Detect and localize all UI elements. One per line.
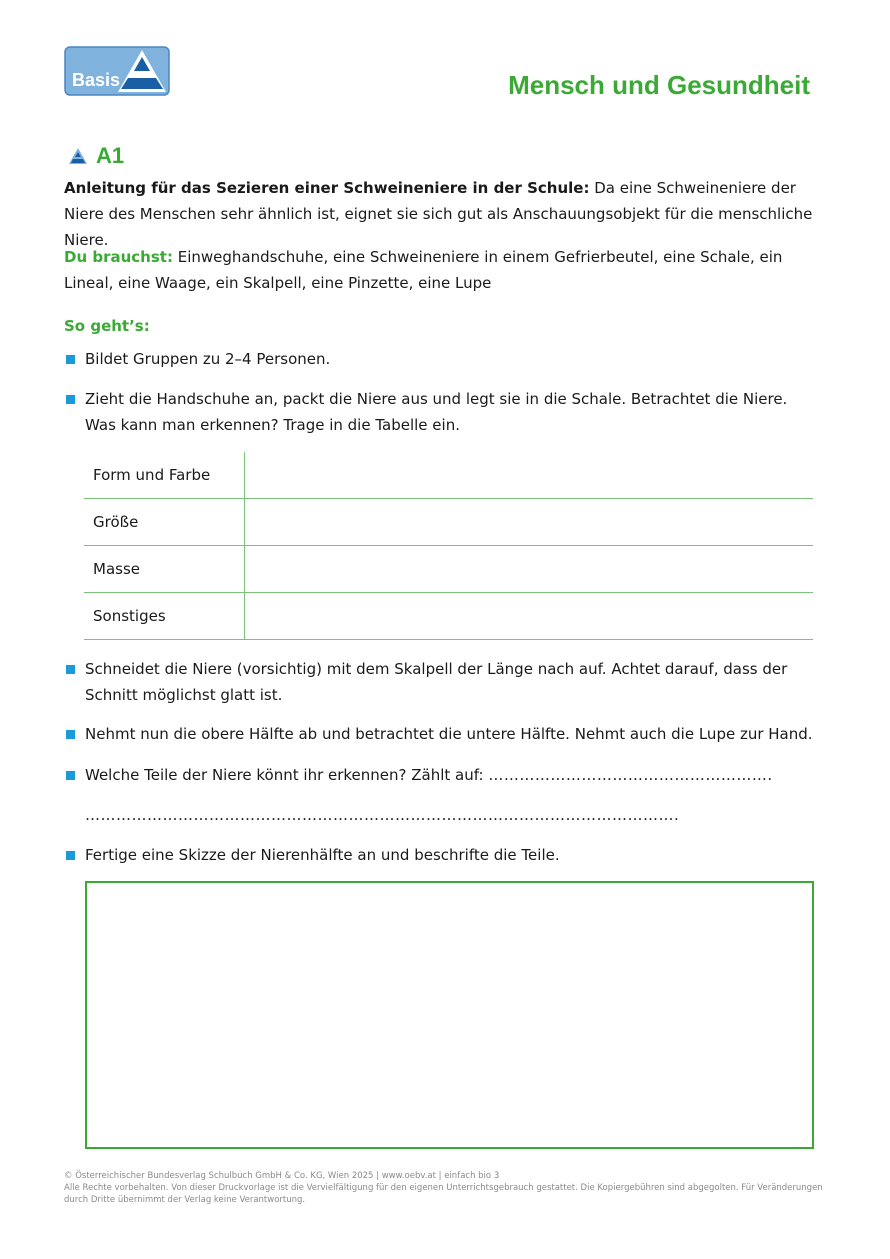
row-value-cell[interactable] [245,593,814,640]
row-value-cell[interactable] [245,546,814,593]
materials-paragraph [64,244,814,296]
step-item [64,386,814,438]
table-row [84,546,813,593]
footer-copyright: © Österreichischer Bundesverlag Schulbuch GmbH & Co. KG, Wien 2025 | www.oebv.at | einfach bio 3 [64,1171,500,1181]
bullet-square-icon [66,355,75,364]
bullet-square-icon [66,665,75,674]
row-value-cell[interactable] [245,499,814,546]
step-item [64,721,814,747]
answer-dots[interactable]: ……………………………………………………………………………………………………. [85,806,680,824]
footer-rights: Alle Rechte vorbehalten. Von dieser Druckvorlage ist die Vervielfältigung für den eigenen Unterrichtsgebrauch gestattet. Die Kopiergebühren sind abgegolten. Für Veränderungen durch Dritte übernimmt der Verlag keine Verantwortung. [64,1183,823,1205]
row-value-cell[interactable] [245,452,814,499]
intro-text: Da eine Schweineniere der Niere des Menschen sehr ähnlich ist, eignet sie sich gut als Anschauungsobjekt für die menschliche Niere. [64,179,813,249]
footer [64,1170,824,1206]
observation-table [84,452,813,640]
step-item [64,842,814,868]
materials-text: Einweghandschuhe, eine Schweineniere in einem Gefrierbeutel, eine Schale, ein Lineal, eine Waage, ein Skalpell, eine Pinzette, eine Lupe [64,248,783,292]
step-text: Schneidet die Niere (vorsichtig) mit dem Skalpell der Länge nach auf. Achtet darauf, dass der Schnitt möglichst glatt ist. [85,660,788,704]
row-label: Form und Farbe [84,452,245,499]
pyramid-icon [68,146,88,166]
step-text: Bildet Gruppen zu 2–4 Personen. [85,350,331,368]
bullet-square-icon [66,730,75,739]
row-label: Masse [84,546,245,593]
bullet-square-icon [66,851,75,860]
answer-dots[interactable]: ………………………………………………. [488,766,773,784]
step-text: Nehmt nun die obere Hälfte ab und betrachtet die untere Hälfte. Nehmt auch die Lupe zur Hand. [85,725,813,743]
bullet-square-icon [66,771,75,780]
bullet-square-icon [66,395,75,404]
answer-line [64,802,814,828]
task-code: A1 [96,143,125,168]
task-heading [68,143,124,169]
materials-label: Du brauchst: [64,248,173,266]
row-label: Größe [84,499,245,546]
sketch-box[interactable] [85,881,814,1149]
steps-label: So geht’s: [64,317,150,335]
step-item [64,346,814,372]
basis-logo [64,46,170,96]
table-row [84,452,813,499]
row-label: Sonstiges [84,593,245,640]
step-text: Welche Teile der Niere könnt ihr erkennen? Zählt auf: [85,766,489,784]
table-row [84,499,813,546]
intro-bold: Anleitung für das Sezieren einer Schweineniere in der Schule: [64,179,590,197]
step-text: Fertige eine Skizze der Nierenhälfte an und beschrifte die Teile. [85,846,560,864]
step-item [64,656,814,708]
logo-text: Basis [72,70,121,90]
subject-title: Mensch und Gesundheit [508,70,810,100]
step-item [64,762,814,788]
intro-paragraph [64,175,814,253]
table-row [84,593,813,640]
step-text: Zieht die Handschuhe an, packt die Niere aus und legt sie in die Schale. Betrachtet die Niere. Was kann man erkennen? Trage in die Tabelle ein. [85,390,788,434]
